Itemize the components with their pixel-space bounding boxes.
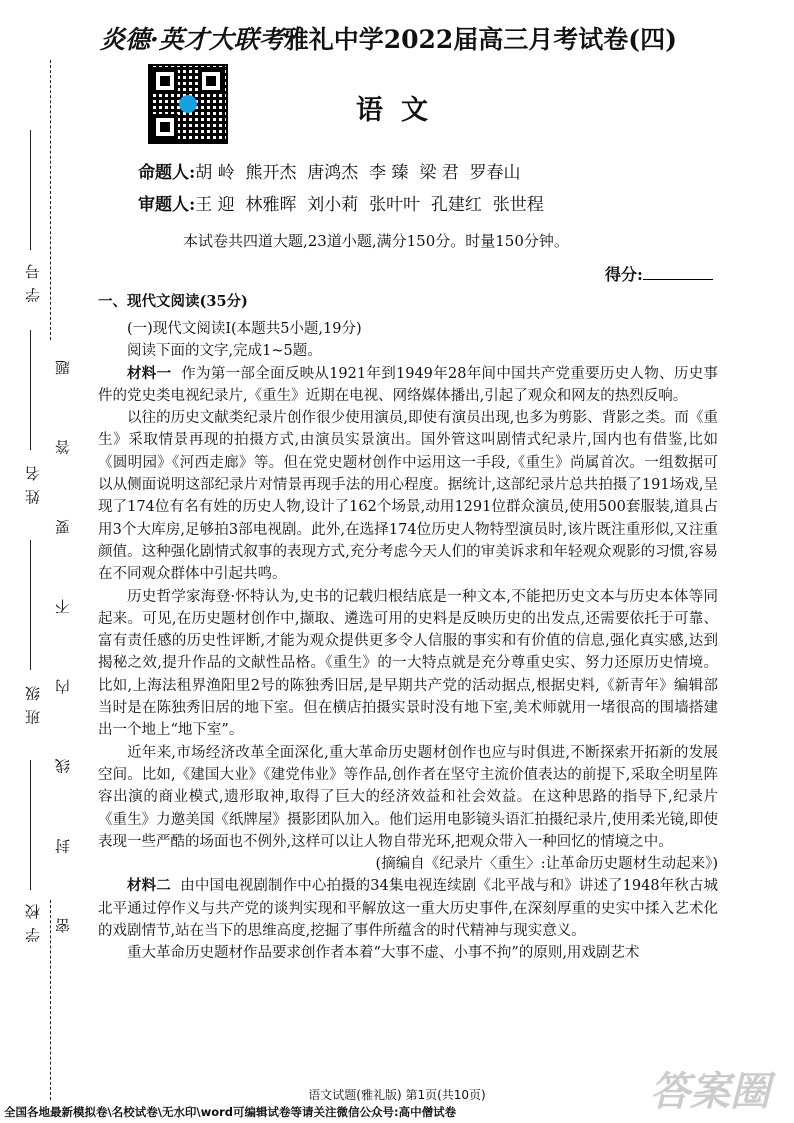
paragraph: 历史哲学家海登·怀特认为,史书的记载归根结底是一种文本,不能把历史文本与历史本体等同起来。可见,在历史题材创作中,撷取、遴选可用的史料是反映历史的出发点,还需要依托于可靠、富有责任感的历史性评断,才能为观众提供更多令人信服的事实和有价值的信息,强化真实感,达到揭秘之效,提升作品的文献性品格。《重生》的一大特点就是充分尊重史实、努力还原历史情境。比如,上海法租界渔阳里2号的陈独秀旧居,是早期共产党的活动据点,根据史料,《新青年》编辑部当时是在陈独秀旧居的地下室。但在横店拍摄实景时没有地下室,美术师就用一堵很高的围墙搭建出一个地上“地下室”。 — [98, 588, 718, 739]
binding-margin — [0, 0, 80, 1123]
subject-title: 语文 — [356, 95, 446, 126]
material-lead: 材料二 — [127, 877, 171, 895]
score-label: 得分: — [605, 265, 643, 284]
paragraph: 近年来,市场经济改革全面深化,重大革命历史题材创作也应与时俱进,不断探索开拓新的发展空间。比如,《建国大业》《建党伟业》等作品,创作者在坚守主流价值表达的前提下,采取全明星阵容出演的商业模式,遗形取神,取得了巨大的经济效益和社会效益。在这种思路的指导下,纪录片《重生》力邀美国《纸牌屋》摄影团队加入。他们运用电影镜头语汇拍摄纪录片,使用柔光镜,即使表现一些严酷的场面也不例外,这样可以让人物自带光环,把观众带入一种回忆的情境之中。 — [98, 744, 718, 850]
name-line — [30, 330, 31, 450]
name-label: 姓 名 — [24, 464, 42, 505]
seal-line-text: 密 封 线 内 不 要 答 题 — [54, 330, 72, 934]
proposers-line — [138, 158, 521, 183]
paragraph-text: 由中国电视剧制作中心拍摄的34集电视连续剧《北平战与和》讲述了1948年秋古城北平通过停作义与共产党的谈判实现和平解放这一重大历史事件,在深刻厚重的史实中揉入艺术化的戏剧情节,站在当下的思维高度,挖掘了事件所蕴含的时代精神与现实意义。 — [98, 878, 719, 940]
proposers-label: 命题人: — [138, 163, 196, 183]
watermark-logo: 答案圈 — [650, 1069, 770, 1115]
qr-code-icon[interactable] — [148, 64, 228, 144]
source-citation: (摘编自《纪录片〈重生〉:让革命历史题材生动起来》) — [375, 856, 718, 873]
title-rest: 雅礼中学2022届高三月考试卷(四) — [283, 25, 677, 54]
reviewers-label: 审题人: — [138, 195, 196, 215]
student-id-line — [30, 130, 31, 250]
class-label: 班 级 — [24, 684, 42, 725]
title-brand: 炎德·英才大联考 — [100, 25, 284, 54]
reviewers-line — [138, 190, 544, 215]
paragraph: 以往的历史文献类纪录片创作很少使用演员,即使有演员出现,也多为剪影、背影之类。而《重生》采取情景再现的拍摄方式,由演员实景演出。国外管这叫剧情式纪录片,国内也有借鉴,比如《圆明园》《河西走廊》等。但在党史题材创作中运用这一手段,《重生》尚属首次。一组数据可以从侧面说明这部纪录片对情景再现手法的用心程度。据统计,这部纪录片总共拍摄了191场戏,呈现了174位有名有姓的历史人物,设计了162个场景,动用1291位群众演员,使用500套服装,道具占用3个大库房,足够拍3部电视剧。此外,在选择174位历史人物特型演员时,该片既注重形似,又注重颜值。这种强化剧情式叙事的表现方式,充分考虑今天人们的审美诉求和年轻观众观影的习惯,容易在不同观众群体中引起共鸣。 — [98, 410, 718, 583]
class-line — [30, 540, 31, 670]
proposers-names: 胡 岭 熊开杰 唐鸿杰 李 臻 梁 君 罗春山 — [195, 163, 521, 183]
student-id-label: 学 号 — [24, 262, 42, 303]
paragraph — [98, 875, 718, 942]
footer-note: 全国各地最新模拟卷\名校试卷\无水印\word可编辑试卷等请关注微信公众号:高中僧试卷 — [4, 1105, 457, 1119]
score-field — [605, 262, 713, 285]
score-blank[interactable] — [643, 265, 713, 280]
paragraph — [98, 363, 718, 408]
paragraph: 重大革命历史题材作品要求创作者本着“大事不虚、小事不拘”的原则,用戏剧艺术 — [127, 945, 640, 962]
instruction: 阅读下面的文字,完成1~5题。 — [127, 343, 322, 360]
material-lead: 材料一 — [127, 364, 172, 382]
page-footer: 语文试题(雅礼版) 第1页(共10页) — [308, 1088, 486, 1102]
section-heading: 一、现代文阅读(35分) — [98, 293, 248, 310]
school-label: 学 校 — [24, 902, 42, 943]
exam-title — [100, 20, 740, 56]
reviewers-names: 王 迎 林雅晖 刘小莉 张叶叶 孔建红 张世程 — [195, 195, 544, 215]
seal-dash-top — [50, 60, 51, 340]
subsection-heading: (一)现代文阅读Ⅰ(本题共5小题,19分) — [127, 321, 362, 337]
paragraph-text: 作为第一部全面反映从1921年到1949年28年间中国共产党重要历史人物、历史事件的党史类电视纪录片,《重生》近期在电视、网络媒体播出,引起了观众和网友的热烈反响。 — [98, 365, 719, 404]
exam-info: 本试卷共四道大题,23道小题,满分150分。时量150分钟。 — [183, 232, 569, 250]
reading-body — [98, 318, 718, 965]
seal-dash-bottom — [50, 900, 51, 1100]
school-line — [30, 760, 31, 890]
